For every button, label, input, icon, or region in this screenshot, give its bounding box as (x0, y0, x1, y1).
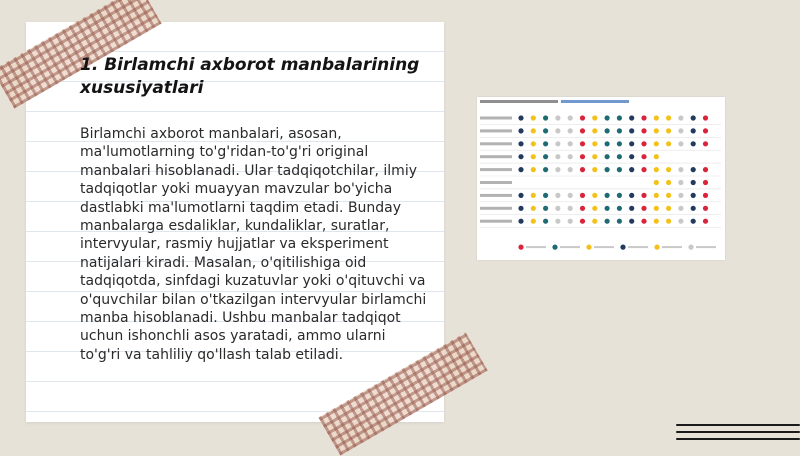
dot-marker (666, 115, 671, 120)
dot-marker (629, 206, 634, 211)
dot-marker (617, 128, 622, 133)
dot-marker (592, 219, 597, 224)
row-label-bar (480, 181, 512, 184)
dot-marker (531, 167, 536, 172)
dot-marker (629, 128, 634, 133)
dot-marker (568, 128, 573, 133)
dot-marker (531, 219, 536, 224)
dot-marker (654, 193, 659, 198)
dot-marker (654, 141, 659, 146)
dot-marker (629, 141, 634, 146)
legend-label-bar (560, 246, 580, 248)
dot-marker (568, 154, 573, 159)
dot-marker (531, 128, 536, 133)
figure-title-bar (480, 100, 558, 103)
dot-marker (605, 206, 610, 211)
dot-marker (592, 128, 597, 133)
dot-marker (703, 128, 708, 133)
dot-marker (666, 180, 671, 185)
dot-marker (543, 167, 548, 172)
dot-marker (592, 115, 597, 120)
row-label-bar (480, 117, 512, 120)
dot-marker (518, 128, 523, 133)
decor-stripe-1 (676, 424, 800, 426)
dot-marker (654, 180, 659, 185)
dot-marker (592, 141, 597, 146)
dot-marker (666, 219, 671, 224)
dot-marker (666, 167, 671, 172)
row-label-bar (480, 207, 512, 210)
dot-marker (518, 167, 523, 172)
dot-marker (703, 219, 708, 224)
dot-marker (654, 154, 659, 159)
dot-marker (605, 167, 610, 172)
dot-marker (605, 154, 610, 159)
dot-marker (641, 206, 646, 211)
row-label-bar (480, 129, 512, 132)
dot-marker (703, 167, 708, 172)
dot-marker (641, 128, 646, 133)
dot-marker (691, 219, 696, 224)
dot-marker (592, 206, 597, 211)
dot-marker (555, 167, 560, 172)
dot-marker (555, 219, 560, 224)
decor-stripe-2 (676, 431, 800, 433)
dot-marker (568, 193, 573, 198)
dot-marker (580, 206, 585, 211)
dot-marker (678, 141, 683, 146)
dot-marker (580, 154, 585, 159)
legend-swatch (586, 245, 591, 250)
slide-title: 1. Birlamchi axborot manbalarining xususiyatlari (80, 55, 420, 98)
dot-marker (605, 219, 610, 224)
dot-marker (641, 154, 646, 159)
dot-marker (666, 141, 671, 146)
dot-marker (678, 167, 683, 172)
dot-marker (629, 115, 634, 120)
dot-marker (518, 141, 523, 146)
dot-marker (691, 115, 696, 120)
row-label-bar (480, 142, 512, 145)
dot-marker (543, 141, 548, 146)
dot-marker (691, 141, 696, 146)
dot-marker (641, 219, 646, 224)
row-label-bar (480, 155, 512, 158)
dot-marker (580, 219, 585, 224)
legend-label-bar (594, 246, 614, 248)
decor-stripe-3 (676, 438, 800, 440)
dot-marker (555, 154, 560, 159)
dot-marker (617, 115, 622, 120)
dot-marker (568, 206, 573, 211)
dot-marker (629, 154, 634, 159)
dot-marker (518, 154, 523, 159)
dot-marker (592, 167, 597, 172)
dot-marker (641, 115, 646, 120)
dot-marker (531, 115, 536, 120)
legend-swatch (518, 245, 523, 250)
dot-marker (629, 219, 634, 224)
dot-marker (654, 219, 659, 224)
dot-marker (543, 193, 548, 198)
dot-marker (703, 206, 708, 211)
dot-marker (703, 141, 708, 146)
legend-swatch (552, 245, 557, 250)
dot-marker (691, 206, 696, 211)
dot-marker (605, 128, 610, 133)
dot-marker (531, 141, 536, 146)
dot-marker (703, 115, 708, 120)
dot-marker (678, 219, 683, 224)
slide-paragraph: Birlamchi axborot manbalari, asosan, ma'lumotlarning to'g'ridan-to'g'ri original manbalari hisoblanadi. Ular tadqiqotchilar, ilmiy tadqiqotlar yoki muayyan mavzular bo'yicha dastlabki ma'lumotlarni taqdim etadi. Bunday manbalarga esdaliklar, kundaliklar, suratlar, intervyular, rasmiy hujjatlar va eksperiment natijalari kiradi. Masalan, o'qitilishiga oid tadqiqotda, sinfdagi kuzatuvlar yoki o'qituvchi va o'quvchilar bilan o'tkazilgan intervyular birlamchi manba hisoblanadi. Ushbu manbalar tadqiqot uchun ishonchli asos yaratadi, ammo ularni to'g'ri va tahliliy qo'llash talab etiladi. (80, 126, 427, 363)
dot-marker (691, 193, 696, 198)
dot-marker (555, 193, 560, 198)
figure-title-highlight (561, 100, 629, 103)
dot-marker (678, 180, 683, 185)
dot-marker (641, 141, 646, 146)
dot-marker (580, 167, 585, 172)
row-label-bar (480, 194, 512, 197)
row-label-bar (480, 220, 512, 223)
dot-marker (568, 141, 573, 146)
dot-marker (703, 180, 708, 185)
legend-label-bar (662, 246, 682, 248)
dot-marker (555, 141, 560, 146)
dot-marker (580, 193, 585, 198)
dot-marker (617, 219, 622, 224)
dot-marker (678, 193, 683, 198)
dot-marker (641, 167, 646, 172)
legend-label-bar (696, 246, 716, 248)
dot-marker (518, 193, 523, 198)
dot-marker (605, 141, 610, 146)
legend-swatch (654, 245, 659, 250)
dot-marker (555, 128, 560, 133)
dot-marker (617, 206, 622, 211)
dot-marker (518, 219, 523, 224)
dot-marker (654, 167, 659, 172)
dot-marker (666, 128, 671, 133)
legend-label-bar (628, 246, 648, 248)
dot-marker (518, 206, 523, 211)
dot-marker (543, 154, 548, 159)
dot-marker (518, 115, 523, 120)
dot-marker (531, 206, 536, 211)
dot-matrix-graphic (477, 97, 725, 260)
dot-marker (580, 141, 585, 146)
dot-marker (568, 219, 573, 224)
dot-marker (592, 154, 597, 159)
dot-marker (617, 193, 622, 198)
dot-marker (543, 128, 548, 133)
dot-marker (678, 206, 683, 211)
dot-marker (580, 128, 585, 133)
dot-marker (555, 115, 560, 120)
dot-marker (592, 193, 597, 198)
dot-marker (568, 115, 573, 120)
dot-marker (543, 219, 548, 224)
newspaper-support-chart-image (477, 97, 725, 260)
legend-label-bar (526, 246, 546, 248)
dot-marker (543, 115, 548, 120)
dot-marker (666, 193, 671, 198)
row-label-bar (480, 168, 512, 171)
dot-marker (654, 115, 659, 120)
dot-marker (580, 115, 585, 120)
dot-marker (629, 193, 634, 198)
dot-marker (629, 167, 634, 172)
dot-marker (641, 193, 646, 198)
dot-marker (531, 193, 536, 198)
dot-marker (691, 180, 696, 185)
dot-marker (531, 154, 536, 159)
dot-marker (543, 206, 548, 211)
dot-marker (703, 193, 708, 198)
dot-marker (654, 206, 659, 211)
legend-swatch (620, 245, 625, 250)
dot-marker (666, 206, 671, 211)
dot-marker (678, 128, 683, 133)
dot-marker (605, 193, 610, 198)
dot-marker (555, 206, 560, 211)
dot-marker (617, 167, 622, 172)
dot-marker (678, 115, 683, 120)
dot-marker (691, 128, 696, 133)
dot-marker (617, 141, 622, 146)
dot-marker (568, 167, 573, 172)
dot-marker (605, 115, 610, 120)
dot-marker (691, 167, 696, 172)
dot-marker (654, 128, 659, 133)
legend-swatch (688, 245, 693, 250)
dot-marker (617, 154, 622, 159)
